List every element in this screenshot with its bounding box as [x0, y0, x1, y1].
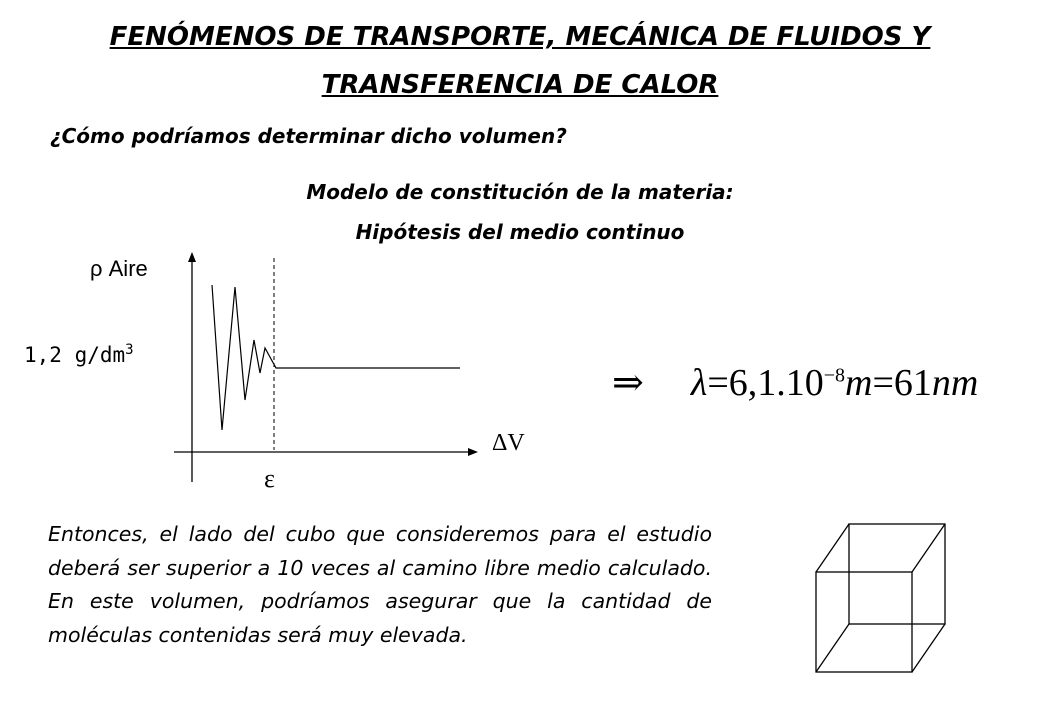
model-heading: Modelo de constitución de la materia:: [306, 180, 734, 204]
epsilon-label: ε: [264, 464, 275, 493]
cube-front-face: [816, 572, 912, 672]
lambda-symbol: λ: [690, 362, 708, 404]
page-title-line-2: TRANSFERENCIA DE CALOR: [321, 70, 719, 100]
mean-free-path-equation: ⇒ $\lambda=6,1.10^{-8}m=61nm$: [612, 362, 979, 404]
page-title-line-1: FENÓMENOS DE TRANSPORTE, MECÁNICA DE FLUIDOS Y: [109, 22, 931, 52]
explanation-paragraph: Entonces, el lado del cubo que consideremos para el estudio deberá ser superior a 10 veces al camino libre medio calculado. En este volumen, podríamos asegurar que la cantidad de moléculas contenidas será muy elevada.: [48, 522, 712, 647]
cube-back-face: [849, 524, 945, 624]
implies-arrow: ⇒: [612, 362, 644, 404]
x-axis-label: ΔV: [492, 430, 525, 456]
y-axis-label: ρ Aire: [90, 256, 148, 281]
y-value-label: 1,2 $g/dm^3$: [24, 342, 134, 367]
model-subheading: Hipótesis del medio continuo: [355, 220, 685, 244]
question-text: ¿Cómo podríamos determinar dicho volumen?: [50, 124, 567, 148]
